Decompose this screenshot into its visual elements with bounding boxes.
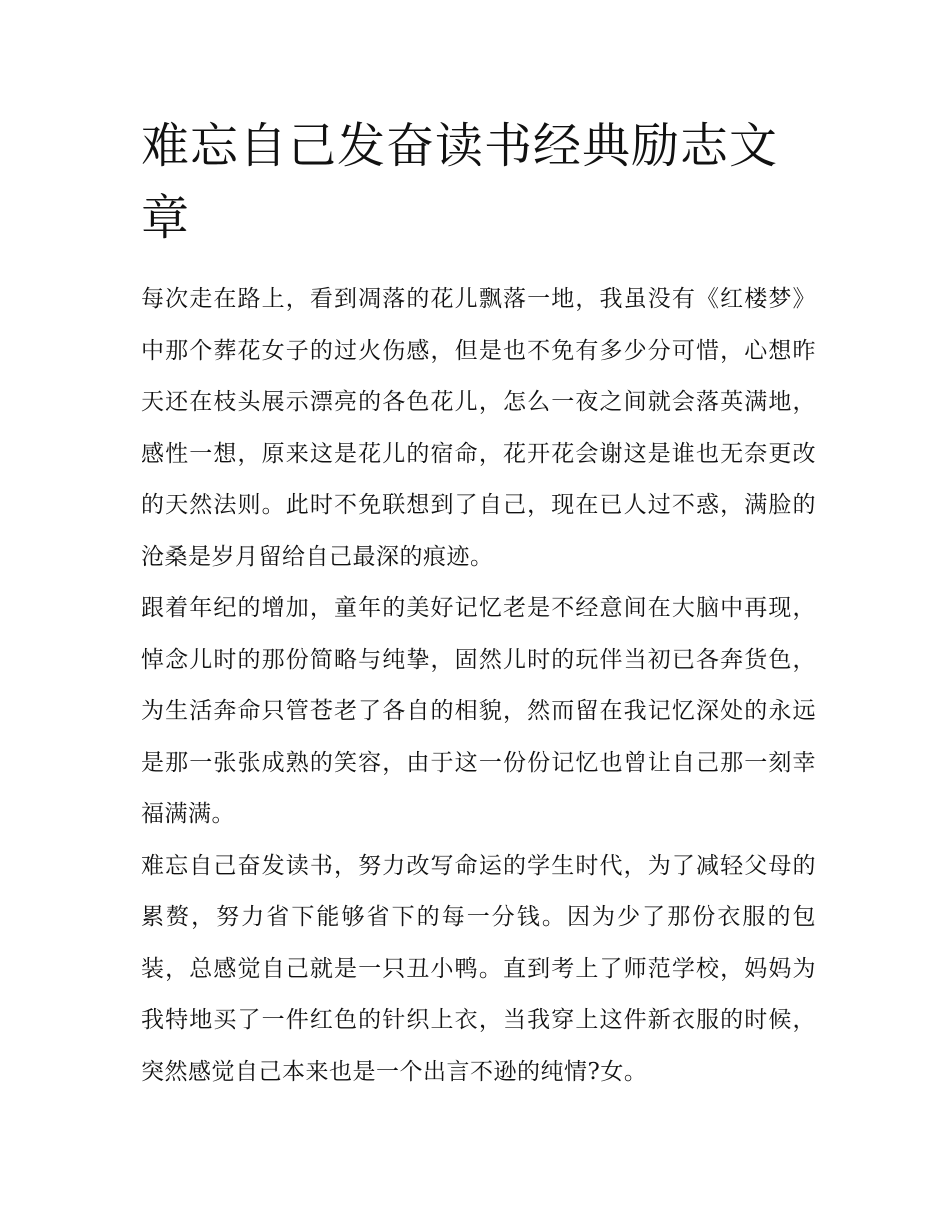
paragraph-1: 每次走在路上，看到凋落的花儿飘落一地，我虽没有《红楼梦》中那个葬花女子的过火伤感，但是也不免有多少分可惜，心想昨天还在枝头展示漂亮的各色花儿，怎么一夜之间就会落英满地，感性一想，原来这是花儿的宿命，花开花会谢这是谁也无奈更改的天然法则。此时不免联想到了自己，现在已人过不惑，满脸的沧桑是岁月留给自己最深的痕迹。 xyxy=(141,286,816,570)
document-title: 难忘自己发奋读书经典励志文章 xyxy=(141,118,779,246)
paragraph-3: 难忘自己奋发读书，努力改写命运的学生时代，为了减轻父母的累赘，努力省下能够省下的每一分钱。因为少了那份衣服的包装，总感觉自己就是一只丑小鸭。直到考上了师范学校，妈妈为我特地买了一件红色的针织上衣，当我穿上这件新衣服的时候，突然感觉自己本来也是一个出言不逊的纯情?女。 xyxy=(141,852,816,1085)
document-page xyxy=(141,110,816,1098)
paragraph-2: 跟着年纪的增加，童年的美好记忆老是不经意间在大脑中再现，悼念儿时的那份简略与纯挚，固然儿时的玩伴当初已各奔货色，为生活奔命只管苍老了各自的相貌，然而留在我记忆深处的永远是那一张张成熟的笑容，由于这一份份记忆也曾让自己那一刻幸福满满。 xyxy=(141,595,816,827)
